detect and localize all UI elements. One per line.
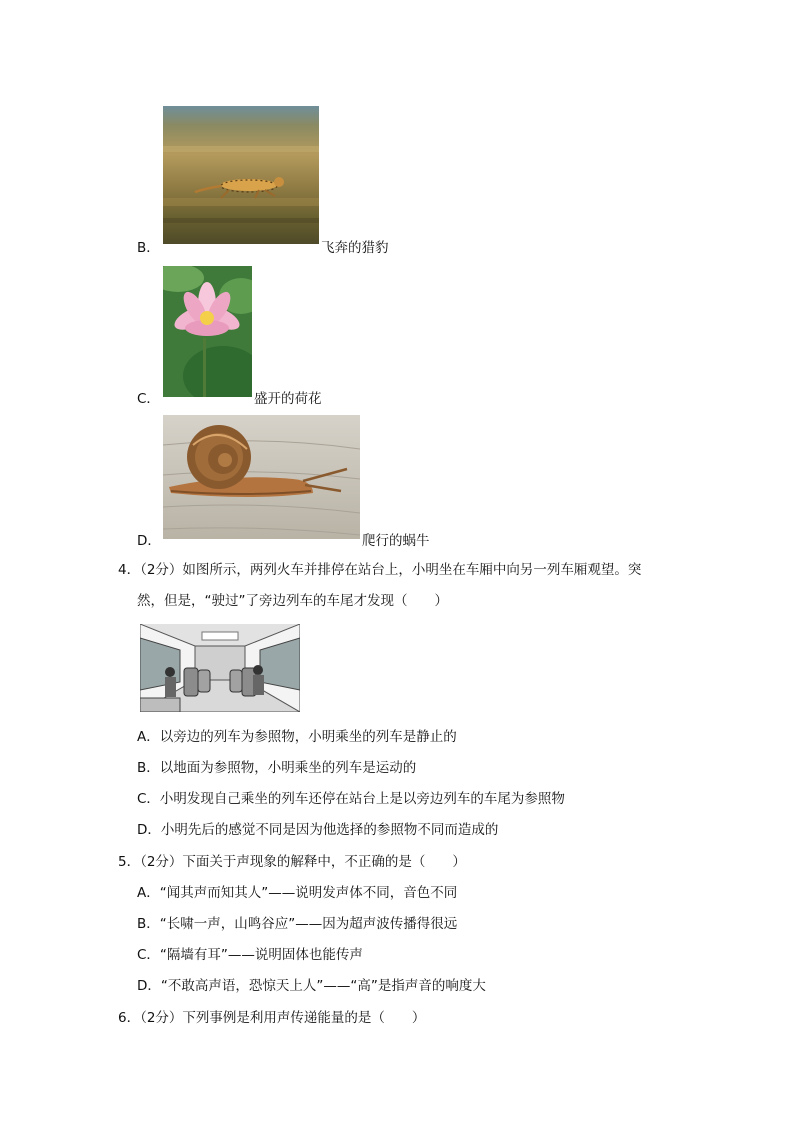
train-interior-svg — [140, 624, 300, 712]
q5-option-d: D．“不敢高声语，恐惊天上人”——“高”是指声音的响度大 — [137, 978, 486, 994]
option-c-letter: C． — [137, 391, 160, 407]
q5-option-a: A．“闻其声而知其人”——说明发声体不同，音色不同 — [137, 885, 458, 901]
q5-option-b: B．“长啸一声，山鸣谷应”——因为超声波传播得很远 — [137, 916, 458, 932]
lotus-photo — [163, 266, 252, 397]
train-interior-illustration — [140, 624, 300, 712]
snail-photo-svg — [163, 415, 360, 539]
option-d-letter: D． — [137, 533, 161, 549]
q4-option-c: C．小明发现自己乘坐的列车还停在站台上是以旁边列车的车尾为参照物 — [137, 791, 565, 807]
lotus-photo-svg — [163, 266, 252, 397]
q5-stem: 5．（2分）下面关于声现象的解释中，不正确的是（ ） — [118, 854, 466, 870]
q4-option-b: B．以地面为参照物，小明乘坐的列车是运动的 — [137, 760, 417, 776]
q4-stem-line2: 然，但是，“驶过”了旁边列车的车尾才发现（ ） — [137, 593, 448, 609]
snail-photo — [163, 415, 360, 539]
q4-option-d: D．小明先后的感觉不同是因为他选择的参照物不同而造成的 — [137, 822, 499, 838]
cheetah-photo-svg — [163, 106, 319, 244]
option-b-letter: B． — [137, 240, 160, 256]
q6-stem: 6．（2分）下列事例是利用声传递能量的是（ ） — [118, 1010, 426, 1026]
cheetah-photo — [163, 106, 319, 244]
option-b-caption: 飞奔的猎豹 — [321, 240, 389, 256]
q4-option-a: A．以旁边的列车为参照物，小明乘坐的列车是静止的 — [137, 729, 457, 745]
option-c-caption: 盛开的荷花 — [254, 391, 322, 407]
q5-option-c: C．“隔墙有耳”——说明固体也能传声 — [137, 947, 363, 963]
option-d-caption: 爬行的蜗牛 — [362, 533, 430, 549]
q4-stem-line1: 4．（2分）如图所示，两列火车并排停在站台上，小明坐在车厢中向另一列车厢观望。突 — [118, 562, 642, 578]
